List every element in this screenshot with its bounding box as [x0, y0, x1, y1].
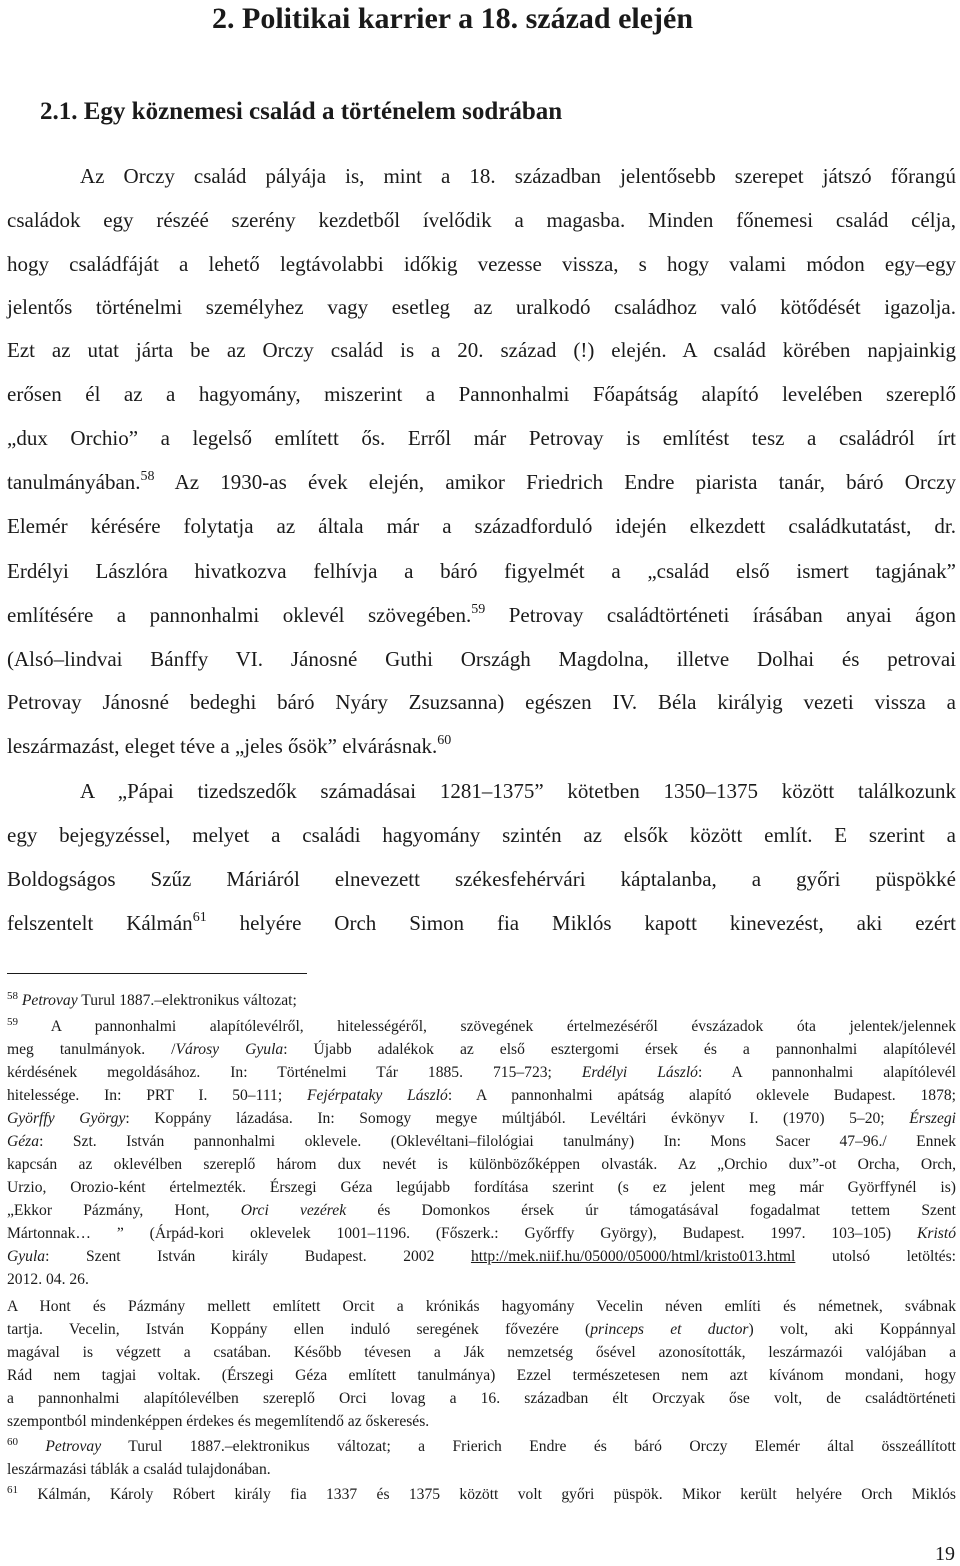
footnote-number: 60 [7, 1436, 18, 1448]
footnote-text: : A pannonhalmi apátság alapító oklevele Budapest. 1878; [447, 1087, 957, 1104]
footnote-58 [7, 991, 956, 1011]
footnote-author: Petrovay [21, 992, 78, 1009]
footnote-author: Györffy György [7, 1110, 126, 1127]
footnote-author: Petrovay [45, 1438, 102, 1455]
body-text: Petrovay családtörténeti írásában anyai ágon [485, 603, 956, 627]
footnote-text: : Szent István király Budapest. 2002 [45, 1248, 471, 1265]
footnote-line: A Hont és Pázmány mellett említett Orcit a krónikás hagyomány Vecelin néven említi és németnek, svábnak [7, 1298, 956, 1315]
footnote-text: Turul 1887.–elektronikus változat; a Frierich Endre és báró Orczy Elemér által összeállított [101, 1438, 956, 1455]
footnote-line: 2012. 04. 26. [7, 1271, 89, 1288]
footnote-line [7, 1201, 956, 1221]
body-line [7, 909, 956, 937]
footnote-59 [7, 1017, 956, 1037]
footnote-line [7, 1109, 956, 1129]
body-line: (Alsó–lindvai Bánffy VI. Jánosné Guthi Országh Magdolna, illetve Dolhai és petrovai [7, 647, 956, 671]
chapter-heading: 2. Politikai karrier a 18. század elején [212, 2, 694, 35]
section-heading: 2.1. Egy köznemesi család a történelem sodrában [40, 98, 563, 125]
footnote-text: tartja. Vecelin, István Koppány ellen induló seregének fővezére ( [7, 1321, 591, 1338]
footnote-term: princeps et ductor [590, 1321, 749, 1338]
footnote-number: 59 [7, 1016, 18, 1028]
body-line: hogy családfáját a lehető legtávolabbi időkig vezesse vissza, s hogy valami módon egy–egy [7, 252, 956, 276]
footnote-line [7, 1063, 956, 1083]
page-number: 19 [935, 1543, 955, 1565]
footnote-line [7, 1086, 956, 1106]
footnote-line: leszármazási táblák a család tulajdonában. [7, 1461, 271, 1478]
footnote-separator [7, 973, 307, 974]
body-line: Ezt az utat járta be az Orczy család is a 20. század (!) elején. A család körében napjainkig [7, 338, 956, 362]
body-text: helyére Orch Simon fia Miklós kapott kinevezést, aki ezért [206, 911, 957, 935]
body-line: jelentős történelmi személyhez vagy esetleg az uralkodó családhoz való kötődését igazolja. [7, 295, 956, 319]
footnote-line [7, 1247, 956, 1267]
footnote-text: : Szt. István pannonhalmi oklevele. (Oklevéltani–filológiai tanulmány) In: Mons Sacer 47–96./ Ennek [39, 1133, 956, 1150]
footnote-text: utolsó letöltés: [795, 1248, 956, 1265]
body-line: erősen él az a hagyomány, miszerint a Pannonhalmi Főapátság alapító levelében szereplő [7, 382, 956, 406]
footnote-line: Urzio, Orozio-ként értelmezték. Érszegi Géza legújabb fordítása szerint (s ez jelent meg már Györffynél is) [7, 1179, 956, 1196]
footnote-author: Erdélyi László [581, 1064, 698, 1081]
footnote-author: Érszegi [909, 1110, 956, 1127]
body-line: egy bejegyzéssel, melyet a családi hagyomány szintén az elsők között említ. E szerint a [7, 823, 956, 847]
footnote-text: : A pannonhalmi alapítólevél [697, 1064, 956, 1081]
footnote-line [7, 1224, 956, 1244]
footnote-line: a pannonhalmi alapítólevélben szereplő Orci lovag a 16. században élt Orczyak őse volt, de családtörténeti [7, 1390, 956, 1407]
body-line: Elemér kérésére folytatja az általa már a századforduló idején elkezdett családkutatást, dr. [7, 514, 956, 538]
body-text: említésére a pannonhalmi oklevél szövegében. [7, 603, 472, 627]
footnote-ref-60[interactable]: 60 [437, 733, 452, 748]
body-line: A „Pápai tizedszedők számadásai 1281–1375” kötetben 1350–1375 között találkozunk [80, 779, 956, 803]
footnote-text: Mártonnak… ” (Árpád-kori oklevelek 1001–1196. (Főszerk.: Győrffy György), Budapest. 1997. 103–105) [7, 1225, 917, 1242]
footnote-line: szempontból mindenképpen érdekes és megemlítendő az őskeresés. [7, 1413, 430, 1430]
footnote-line [7, 1040, 956, 1060]
body-line [7, 468, 956, 496]
footnote-text: Kálmán, Károly Róbert király fia 1337 és 1375 között volt győri püspök. Mikor került helyére Orch Miklós [18, 1486, 956, 1503]
footnote-number: 61 [7, 1484, 18, 1496]
body-line [7, 732, 956, 760]
body-line: „dux Orchio” a legelső említett ős. Erről már Petrovay is említést tesz a családról írt [7, 426, 956, 450]
footnote-text: meg tanulmányok. / [7, 1041, 176, 1058]
footnote-author: Géza [7, 1133, 40, 1150]
footnote-text: : Újabb adalékok az első esztergomi érsek és a pannonhalmi alapítólevél [283, 1041, 956, 1058]
footnote-line: Rád nem tagjai voltak. (Érszegi Géza említett tanulmánya) Ezzel természetesen nem azt kívánom mondani, hogy [7, 1367, 956, 1384]
footnote-61 [7, 1485, 956, 1505]
footnote-ref-58[interactable]: 58 [140, 469, 155, 484]
footnote-ref-59[interactable]: 59 [471, 602, 486, 617]
body-text: tanulmányában. [7, 470, 141, 494]
body-line [7, 601, 956, 629]
footnote-text: hitelessége. In: PRT I. 50–111; [7, 1087, 307, 1104]
footnote-author: Gyula [7, 1248, 46, 1265]
footnote-link[interactable]: http://mek.niif.hu/05000/05000/html/kristo013.html [470, 1248, 796, 1265]
footnote-text: A pannonhalmi alapítólevélről, hitelességéről, szövegének értelmezéséről évszázadok óta jelentek/jelennek [18, 1018, 956, 1035]
body-line: Erdélyi Lászlóra hivatkozva felhívja a báró figyelmét a „család első ismert tagjának” [7, 559, 956, 583]
footnote-text: : Koppány lázadása. In: Somogy megye múltjából. Levéltári évkönyv I. (1970) 5–20; [125, 1110, 910, 1127]
footnote-text: ) volt, aki Koppánnyal [748, 1321, 956, 1338]
footnote-line: kapcsán az oklevélben szereplő három dux nevét is különbözőképpen olvasták. Az „Orchio dux”-ot Orcha, Orch, [7, 1156, 956, 1173]
footnote-author: Városy Gyula [175, 1041, 284, 1058]
footnote-60 [7, 1437, 956, 1457]
footnote-line [7, 1320, 956, 1340]
footnote-text: Turul 1887.–elektronikus változat; [77, 992, 297, 1009]
footnote-author: Fejérpataky László [306, 1087, 448, 1104]
body-line: családok egy részéé szerény kezdetből ívelődik a magasba. Minden főnemesi család célja, [7, 208, 956, 232]
body-text: leszármazást, eleget téve a „jeles ősök” elvárásnak. [7, 734, 438, 758]
footnote-number: 58 [7, 990, 18, 1002]
body-text: Az 1930-as évek elején, amikor Friedrich Endre piarista tanár, báró Orczy [154, 470, 956, 494]
footnote-text: kérdésének megoldásához. In: Történelmi Tár 1885. 715–723; [7, 1064, 582, 1081]
body-line: Az Orczy család pályája is, mint a 18. században jelentősebb szerepet játszó főrangú [80, 164, 956, 188]
footnote-ref-61[interactable]: 61 [192, 910, 207, 925]
body-line: Boldogságos Szűz Máriáról elnevezett székesfehérvári káptalanba, a győri püspökké [7, 867, 956, 891]
footnote-author: Orci vezérek [240, 1202, 347, 1219]
body-line: Petrovay Jánosné bedeghi báró Nyáry Zsuzsanna) egészen IV. Béla királyig vezeti vissza a [7, 690, 956, 714]
footnote-text: és Domonkos érsek úr támogatásával fogadalmat tettem Szent [346, 1202, 956, 1219]
body-text: felszentelt Kálmán [7, 911, 193, 935]
footnote-line [7, 1132, 956, 1152]
footnote-line: magával is végzett a csatában. Később tévesen a Ják nemzetség ősével azonosították, leszármazói valójában a [7, 1344, 956, 1361]
footnote-author: Kristó [917, 1225, 956, 1242]
footnote-text: „Ekkor Pázmány, Hont, [7, 1202, 241, 1219]
